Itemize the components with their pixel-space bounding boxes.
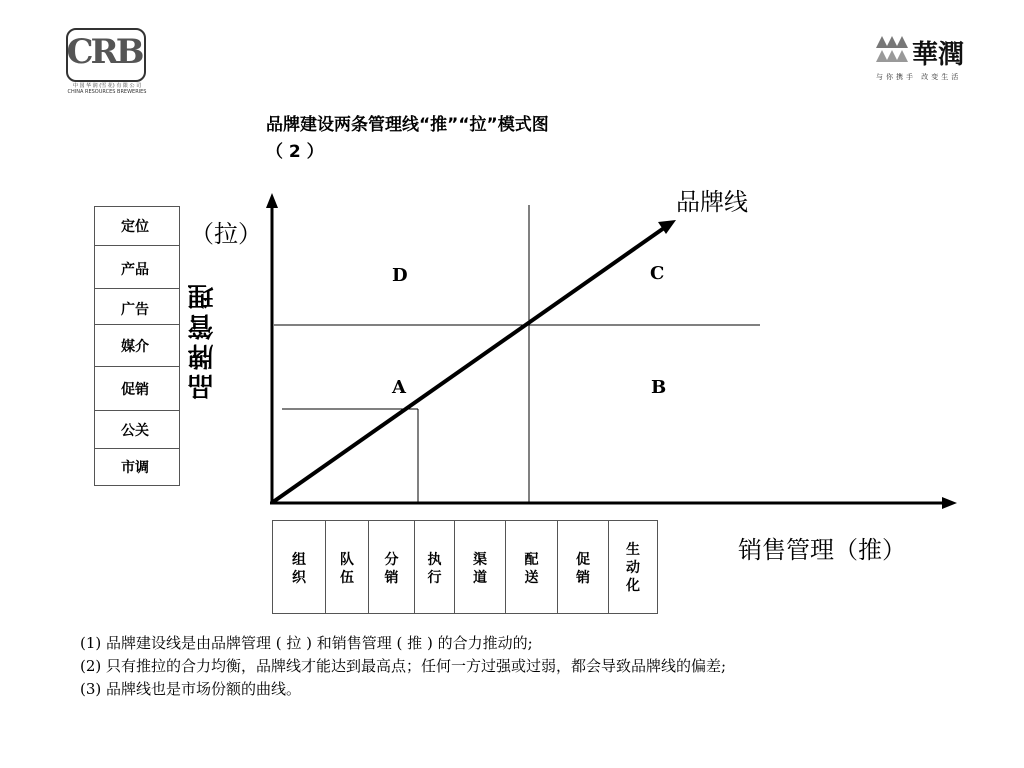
left-item-advertising: 广告 (95, 293, 179, 325)
bottom-item-label: 执行 (427, 552, 442, 586)
bottom-item-label: 组织 (292, 552, 306, 586)
left-item-promotion: 促销 (95, 367, 179, 411)
quadrant-b-label: B (651, 377, 667, 398)
crb-logo-en-name: CHINA RESOURCES BREWERIES (67, 89, 147, 95)
bottom-item-label: 队伍 (340, 552, 354, 586)
crb-logo-letters: CRB (66, 32, 142, 72)
quadrant-c-label: C (650, 263, 665, 284)
horizontal-axis-arrow-icon (942, 497, 957, 509)
bottom-item-team (326, 521, 369, 613)
sales-management-text: 销售管理 (738, 536, 834, 564)
brand-line-label: 品牌线 (676, 188, 748, 216)
left-item-positioning: 定位 (95, 207, 179, 246)
quadrant-a-label: A (392, 377, 406, 398)
bottom-item-execution (415, 521, 455, 613)
diagram-notes (80, 632, 726, 701)
sales-management-label (738, 530, 906, 565)
bottom-item-channel (455, 521, 506, 613)
note-2: (2) 只有推拉的合力均衡，品牌线才能达到最高点；任何一方过强或过弱，都会导致品牌线的偏差; (80, 657, 727, 675)
bottom-item-label: 生动化 (626, 542, 640, 594)
note-1: (1) 品牌建设线是由品牌管理 ( 拉 ) 和销售管理 ( 推 ) 的合力推动的; (80, 634, 533, 652)
bottom-item-promotion (558, 521, 609, 613)
diagram-title: 品牌建设两条管理线“推”“拉”模式图 (266, 115, 549, 135)
bottom-item-delivery (506, 521, 558, 613)
china-resources-name: 華潤 (912, 40, 965, 70)
bottom-item-label: 配送 (524, 552, 539, 586)
sales-management-items (272, 520, 658, 614)
left-item-product: 产品 (95, 250, 179, 289)
quadrant-d-label: D (392, 265, 408, 286)
crb-logo-cn-name: 中 国 华 润 (雪 花) 有 限 公 司 (72, 83, 142, 89)
china-resources-slogan: 与你携手 改变生活 (876, 73, 962, 81)
diagram-title-number: （ 2 ） (266, 142, 324, 162)
push-label: （推） (834, 536, 906, 564)
bottom-item-label: 促销 (576, 552, 590, 586)
brand-line (273, 228, 667, 502)
bottom-item-label: 渠道 (473, 552, 487, 586)
bottom-item-organization (273, 521, 326, 613)
note-3: (3) 品牌线也是市场份额的曲线。 (80, 680, 302, 698)
pull-label: （拉） (190, 220, 262, 248)
bottom-item-merchandising (609, 521, 657, 613)
left-item-media: 媒介 (95, 325, 179, 367)
bottom-item-label: 分销 (384, 552, 399, 586)
left-item-pr: 公关 (95, 411, 179, 449)
bottom-item-distribution (369, 521, 415, 613)
brand-management-axis-label: 品牌管理 (188, 280, 218, 400)
vertical-axis-arrow-icon (266, 193, 278, 208)
left-item-market-research: 市调 (121, 460, 149, 476)
